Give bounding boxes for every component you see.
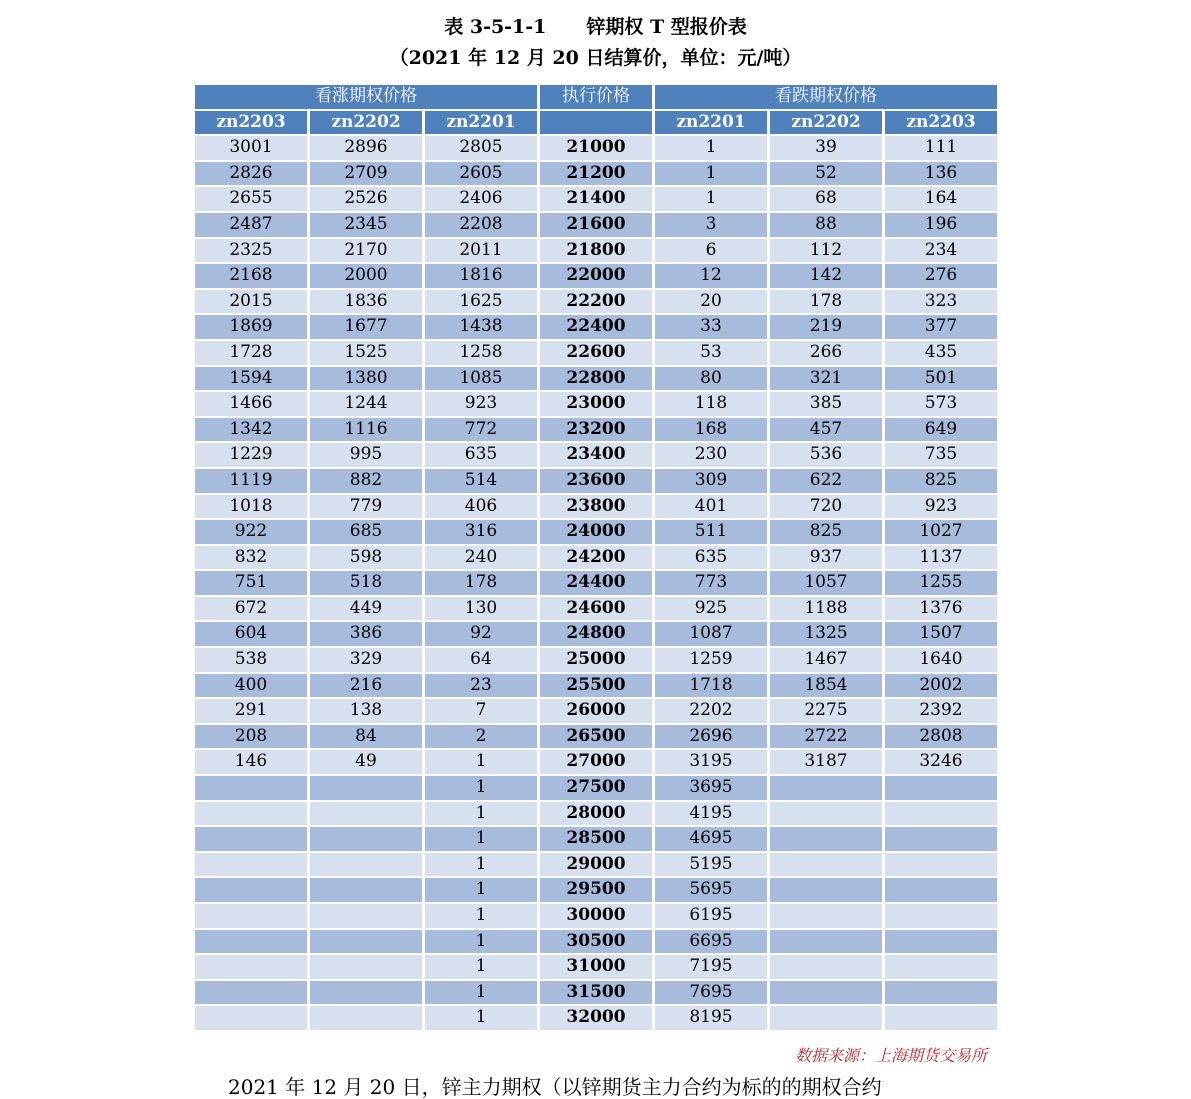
put-price-cell: 3187 [770,750,882,774]
put-price-cell: 118 [655,392,767,416]
call-price-cell [195,802,307,826]
put-price-cell: 8195 [655,1006,767,1030]
call-price-cell: 1342 [195,418,307,442]
call-price-cell: 400 [195,674,307,698]
call-price-cell: 208 [195,725,307,749]
table-row [195,853,997,877]
put-price-cell [885,930,997,954]
table-row [195,162,997,186]
put-price-cell: 168 [655,418,767,442]
table-row [195,264,997,288]
call-price-cell [195,878,307,902]
data-source-note: 数据来源：上海期货交易所 [795,1046,988,1065]
call-price-cell: 1018 [195,495,307,519]
call-price-cell: 2406 [425,187,537,211]
put-price-cell: 2808 [885,725,997,749]
put-price-cell: 622 [770,469,882,493]
put-price-cell: 2696 [655,725,767,749]
put-price-cell: 923 [885,495,997,519]
call-price-cell: 316 [425,520,537,544]
put-price-cell: 1718 [655,674,767,698]
strike-price-cell: 22600 [540,341,652,365]
put-price-cell: 52 [770,162,882,186]
put-price-cell [885,776,997,800]
put-price-cell: 825 [770,520,882,544]
call-price-cell: 882 [310,469,422,493]
put-price-cell: 925 [655,597,767,621]
call-price-cell [195,827,307,851]
put-price-cell [770,878,882,902]
put-price-cell: 1640 [885,648,997,672]
put-price-cell: 1325 [770,622,882,646]
call-price-cell [310,955,422,979]
put-col-header: zn2201 [655,111,767,135]
put-price-cell [770,827,882,851]
put-price-cell [885,981,997,1005]
put-price-cell [885,955,997,979]
call-price-cell: 2168 [195,264,307,288]
strike-price-cell: 23800 [540,495,652,519]
call-price-cell: 635 [425,443,537,467]
strike-price-cell: 27000 [540,750,652,774]
put-price-cell: 401 [655,495,767,519]
put-price-cell: 6195 [655,904,767,928]
put-price-cell: 385 [770,392,882,416]
put-price-cell: 573 [885,392,997,416]
t-quote-table [192,83,1000,1032]
put-price-cell: 219 [770,315,882,339]
strike-price-cell: 28000 [540,802,652,826]
strike-price-cell: 25500 [540,674,652,698]
call-price-cell: 130 [425,597,537,621]
strike-price-cell: 24800 [540,622,652,646]
table-row [195,290,997,314]
put-price-cell: 1137 [885,546,997,570]
strike-price-cell: 21800 [540,239,652,263]
strike-price-cell: 23600 [540,469,652,493]
call-price-cell [195,930,307,954]
call-price-cell: 2709 [310,162,422,186]
strike-price-cell: 24600 [540,597,652,621]
put-price-cell: 39 [770,136,882,160]
call-price-cell: 1 [425,955,537,979]
put-price-cell: 234 [885,239,997,263]
put-price-cell: 720 [770,495,882,519]
put-price-cell: 2002 [885,674,997,698]
strike-price-cell: 30500 [540,930,652,954]
call-price-cell [195,904,307,928]
table-title [0,12,1191,42]
call-price-cell: 2208 [425,213,537,237]
put-price-cell [770,1006,882,1030]
put-price-cell [770,853,882,877]
call-price-cell [310,827,422,851]
call-price-cell: 995 [310,443,422,467]
put-price-cell: 33 [655,315,767,339]
table-row [195,597,997,621]
call-price-cell: 922 [195,520,307,544]
put-price-cell: 1027 [885,520,997,544]
put-price-cell [885,827,997,851]
call-price-cell: 2526 [310,187,422,211]
put-price-cell: 1087 [655,622,767,646]
call-price-cell [310,776,422,800]
call-price-cell: 1525 [310,341,422,365]
call-price-cell: 1 [425,981,537,1005]
put-price-cell [885,878,997,902]
table-row [195,955,997,979]
table-subtitle: （2021 年 12 月 20 日结算价，单位：元/吨） [389,47,802,69]
call-group-header: 看涨期权价格 [195,85,537,109]
call-price-cell: 1625 [425,290,537,314]
put-price-cell [885,1006,997,1030]
strike-price-cell: 21400 [540,187,652,211]
call-price-cell: 1 [425,1006,537,1030]
table-row [195,622,997,646]
call-price-cell: 685 [310,520,422,544]
call-price-cell: 604 [195,622,307,646]
call-price-cell: 1 [425,776,537,800]
put-price-cell: 937 [770,546,882,570]
call-price-cell: 2015 [195,290,307,314]
table-row [195,648,997,672]
put-price-cell: 649 [885,418,997,442]
put-price-cell: 501 [885,367,997,391]
call-price-cell: 2170 [310,239,422,263]
strike-price-cell: 22400 [540,315,652,339]
put-price-cell: 5195 [655,853,767,877]
call-price-cell: 240 [425,546,537,570]
call-price-cell: 291 [195,699,307,723]
call-price-cell: 598 [310,546,422,570]
call-col-header: zn2203 [195,111,307,135]
call-price-cell: 1116 [310,418,422,442]
put-price-cell [885,853,997,877]
call-price-cell: 832 [195,546,307,570]
put-price-cell: 1255 [885,571,997,595]
table-row [195,367,997,391]
call-price-cell [310,981,422,1005]
call-price-cell: 1 [425,904,537,928]
strike-price-cell: 23400 [540,443,652,467]
call-price-cell: 751 [195,571,307,595]
table-name: 锌期权 T 型报价表 [586,16,747,38]
put-price-cell: 88 [770,213,882,237]
put-price-cell: 377 [885,315,997,339]
call-price-cell: 772 [425,418,537,442]
strike-price-cell: 29000 [540,853,652,877]
call-price-cell: 2826 [195,162,307,186]
strike-price-cell: 29500 [540,878,652,902]
put-price-cell: 178 [770,290,882,314]
call-price-cell [195,981,307,1005]
call-price-cell: 7 [425,699,537,723]
strike-price-cell: 25000 [540,648,652,672]
strike-price-cell: 28500 [540,827,652,851]
table-row [195,546,997,570]
table-row [195,520,997,544]
table-row [195,418,997,442]
strike-price-cell: 27500 [540,776,652,800]
table-row [195,904,997,928]
put-price-cell: 773 [655,571,767,595]
table-row [195,571,997,595]
put-price-cell: 230 [655,443,767,467]
table-row [195,392,997,416]
call-price-cell: 64 [425,648,537,672]
call-price-cell: 2805 [425,136,537,160]
put-price-cell: 309 [655,469,767,493]
put-price-cell: 435 [885,341,997,365]
call-price-cell: 1 [425,802,537,826]
call-price-cell: 3001 [195,136,307,160]
put-price-cell [770,776,882,800]
put-price-cell: 20 [655,290,767,314]
table-row [195,443,997,467]
table-body [195,136,997,1030]
call-price-cell: 1380 [310,367,422,391]
call-price-cell: 1229 [195,443,307,467]
put-price-cell [770,904,882,928]
put-price-cell: 5695 [655,878,767,902]
call-price-cell: 1728 [195,341,307,365]
put-price-cell: 1 [655,187,767,211]
put-price-cell: 321 [770,367,882,391]
strike-price-cell: 24400 [540,571,652,595]
put-price-cell: 2275 [770,699,882,723]
put-price-cell: 511 [655,520,767,544]
strike-price-cell: 23000 [540,392,652,416]
put-price-cell: 1376 [885,597,997,621]
put-price-cell: 3695 [655,776,767,800]
put-price-cell: 111 [885,136,997,160]
table-number: 表 3-5-1-1 [444,16,547,38]
call-price-cell: 1594 [195,367,307,391]
put-price-cell: 142 [770,264,882,288]
call-price-cell: 2487 [195,213,307,237]
table-row [195,315,997,339]
call-price-cell: 329 [310,648,422,672]
table-row [195,802,997,826]
table-row [195,750,997,774]
call-price-cell: 1869 [195,315,307,339]
call-price-cell [310,802,422,826]
strike-subheader-blank [540,111,652,135]
table-row [195,239,997,263]
call-col-header: zn2201 [425,111,537,135]
put-price-cell: 635 [655,546,767,570]
call-price-cell: 1258 [425,341,537,365]
strike-price-cell: 23200 [540,418,652,442]
put-price-cell: 1507 [885,622,997,646]
call-price-cell: 1466 [195,392,307,416]
put-price-cell: 266 [770,341,882,365]
strike-price-cell: 26000 [540,699,652,723]
put-price-cell [885,904,997,928]
call-price-cell [310,930,422,954]
call-price-cell: 1085 [425,367,537,391]
put-price-cell: 825 [885,469,997,493]
call-price-cell: 1677 [310,315,422,339]
strike-price-cell: 22200 [540,290,652,314]
put-price-cell: 735 [885,443,997,467]
put-price-cell [770,955,882,979]
call-price-cell: 406 [425,495,537,519]
put-price-cell: 7195 [655,955,767,979]
call-price-cell: 49 [310,750,422,774]
table-row [195,1006,997,1030]
call-price-cell [195,1006,307,1030]
call-price-cell: 1816 [425,264,537,288]
call-price-cell: 1 [425,930,537,954]
put-price-cell: 12 [655,264,767,288]
strike-price-cell: 22800 [540,367,652,391]
call-price-cell: 1438 [425,315,537,339]
call-price-cell [310,853,422,877]
trailing-paragraph: 2021 年 12 月 20 日，锌主力期权（以锌期货主力合约为标的的期权合约 [228,1075,882,1099]
put-col-header: zn2202 [770,111,882,135]
call-price-cell: 216 [310,674,422,698]
table-row [195,878,997,902]
table-row [195,776,997,800]
table-row [195,136,997,160]
strike-price-cell: 30000 [540,904,652,928]
call-price-cell: 2655 [195,187,307,211]
call-price-cell: 538 [195,648,307,672]
strike-header: 执行价格 [540,85,652,109]
strike-price-cell: 21200 [540,162,652,186]
put-price-cell: 4195 [655,802,767,826]
put-price-cell: 276 [885,264,997,288]
call-price-cell: 514 [425,469,537,493]
call-price-cell [310,904,422,928]
put-price-cell: 323 [885,290,997,314]
table-row [195,981,997,1005]
call-price-cell: 2011 [425,239,537,263]
call-price-cell: 2325 [195,239,307,263]
strike-price-cell: 21600 [540,213,652,237]
put-price-cell: 1 [655,162,767,186]
table-row [195,469,997,493]
strike-price-cell: 24200 [540,546,652,570]
put-price-cell [770,802,882,826]
table-row [195,213,997,237]
call-price-cell: 23 [425,674,537,698]
call-price-cell: 2 [425,725,537,749]
call-price-cell: 672 [195,597,307,621]
call-price-cell: 2000 [310,264,422,288]
put-price-cell: 1467 [770,648,882,672]
table-row [195,827,997,851]
strike-price-cell: 22000 [540,264,652,288]
table-row [195,699,997,723]
put-price-cell [770,930,882,954]
put-price-cell: 1259 [655,648,767,672]
call-price-cell [310,878,422,902]
strike-price-cell: 31500 [540,981,652,1005]
put-price-cell: 80 [655,367,767,391]
put-price-cell: 112 [770,239,882,263]
call-price-cell: 1836 [310,290,422,314]
put-price-cell: 68 [770,187,882,211]
table-row [195,674,997,698]
call-col-header: zn2202 [310,111,422,135]
put-price-cell: 6 [655,239,767,263]
call-price-cell [195,955,307,979]
strike-price-cell: 26500 [540,725,652,749]
put-price-cell: 7695 [655,981,767,1005]
put-price-cell: 2202 [655,699,767,723]
table-row [195,495,997,519]
put-price-cell: 4695 [655,827,767,851]
call-price-cell: 1 [425,827,537,851]
strike-price-cell: 31000 [540,955,652,979]
call-price-cell: 386 [310,622,422,646]
call-price-cell: 1 [425,878,537,902]
call-price-cell: 92 [425,622,537,646]
put-price-cell: 2722 [770,725,882,749]
call-price-cell: 84 [310,725,422,749]
put-price-cell: 136 [885,162,997,186]
put-price-cell: 1 [655,136,767,160]
put-price-cell [885,802,997,826]
call-price-cell: 923 [425,392,537,416]
call-price-cell: 449 [310,597,422,621]
put-price-cell: 164 [885,187,997,211]
call-price-cell [310,1006,422,1030]
put-price-cell: 6695 [655,930,767,954]
table-row [195,725,997,749]
call-price-cell: 1244 [310,392,422,416]
table-row [195,187,997,211]
call-price-cell: 1 [425,853,537,877]
call-price-cell [195,853,307,877]
table-row [195,341,997,365]
call-price-cell: 178 [425,571,537,595]
put-price-cell: 457 [770,418,882,442]
put-price-cell: 3 [655,213,767,237]
call-price-cell: 138 [310,699,422,723]
put-price-cell: 2392 [885,699,997,723]
put-price-cell: 1188 [770,597,882,621]
call-price-cell: 779 [310,495,422,519]
put-group-header: 看跌期权价格 [655,85,997,109]
put-price-cell: 536 [770,443,882,467]
call-price-cell: 518 [310,571,422,595]
put-price-cell: 1057 [770,571,882,595]
strike-price-cell: 21000 [540,136,652,160]
put-price-cell: 1854 [770,674,882,698]
call-price-cell: 2345 [310,213,422,237]
strike-price-cell: 32000 [540,1006,652,1030]
put-price-cell: 196 [885,213,997,237]
call-price-cell: 2605 [425,162,537,186]
strike-price-cell: 24000 [540,520,652,544]
call-price-cell: 1119 [195,469,307,493]
table-row [195,930,997,954]
put-price-cell: 3195 [655,750,767,774]
put-price-cell: 53 [655,341,767,365]
call-price-cell: 2896 [310,136,422,160]
put-price-cell: 3246 [885,750,997,774]
put-col-header: zn2203 [885,111,997,135]
call-price-cell: 146 [195,750,307,774]
put-price-cell [770,981,882,1005]
call-price-cell [195,776,307,800]
call-price-cell: 1 [425,750,537,774]
